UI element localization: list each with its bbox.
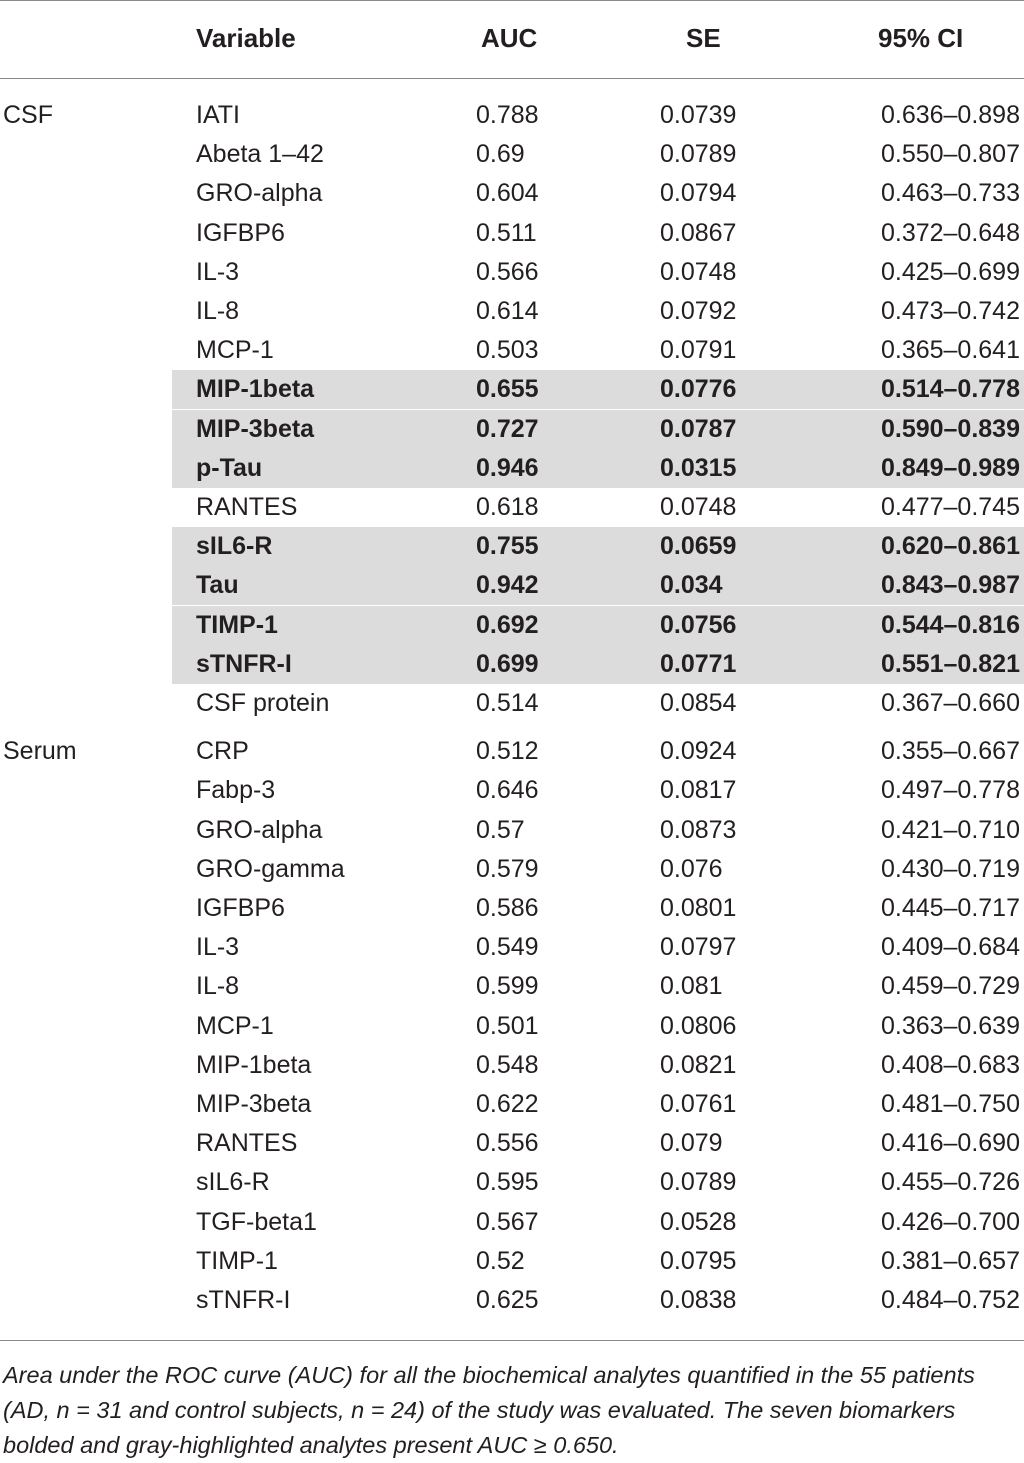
se-cell: 0.079	[660, 1129, 723, 1157]
table-row	[0, 96, 1024, 135]
header-auc: AUC	[481, 23, 538, 53]
auc-cell: 0.57	[476, 816, 525, 844]
se-cell: 0.0315	[660, 454, 737, 482]
auc-cell: 0.727	[476, 415, 539, 443]
se-cell: 0.0659	[660, 532, 737, 560]
header-se: SE	[686, 23, 721, 53]
variable-cell: RANTES	[196, 493, 298, 521]
auc-cell: 0.511	[476, 219, 537, 247]
variable-cell: IL-3	[196, 933, 240, 961]
auc-cell: 0.503	[476, 336, 539, 364]
se-cell: 0.0795	[660, 1247, 737, 1275]
table-row	[0, 135, 1024, 174]
se-cell: 0.0797	[660, 933, 737, 961]
variable-cell: p-Tau	[196, 454, 263, 482]
ci-cell: 0.425–0.699	[880, 258, 1020, 286]
table-row	[0, 889, 1024, 928]
se-cell: 0.034	[660, 571, 723, 599]
ci-cell: 0.455–0.726	[880, 1168, 1020, 1196]
auc-cell: 0.646	[476, 776, 539, 804]
se-cell: 0.0771	[660, 650, 737, 678]
auc-cell: 0.52	[476, 1247, 525, 1275]
se-cell: 0.0739	[660, 101, 737, 129]
ci-cell: 0.481–0.750	[880, 1090, 1020, 1118]
variable-cell: IL-3	[196, 258, 240, 286]
header-rule	[0, 78, 1024, 79]
ci-cell: 0.497–0.778	[880, 776, 1020, 804]
variable-cell: MCP-1	[196, 336, 274, 364]
table-row	[0, 684, 1024, 723]
table-row	[0, 527, 1024, 566]
table-row	[0, 1085, 1024, 1124]
table-row	[0, 1242, 1024, 1281]
variable-cell: GRO-gamma	[196, 855, 345, 883]
auc-cell: 0.514	[476, 689, 539, 717]
table-row	[0, 1203, 1024, 1242]
se-cell: 0.0873	[660, 816, 737, 844]
table-row	[0, 214, 1024, 253]
se-cell: 0.0838	[660, 1286, 737, 1314]
se-cell: 0.0821	[660, 1051, 737, 1079]
ci-cell: 0.430–0.719	[880, 855, 1020, 883]
ci-cell: 0.636–0.898	[880, 101, 1020, 129]
auc-cell: 0.595	[476, 1168, 539, 1196]
variable-cell: CRP	[196, 737, 249, 765]
table-row	[0, 1281, 1024, 1320]
se-cell: 0.0791	[660, 336, 737, 364]
ci-cell: 0.620–0.861	[880, 532, 1020, 560]
ci-cell: 0.551–0.821	[880, 650, 1020, 678]
table-header	[0, 0, 1024, 78]
variable-cell: RANTES	[196, 1129, 298, 1157]
group-label: Serum	[3, 737, 77, 765]
variable-cell: TGF-beta1	[196, 1208, 317, 1236]
ci-cell: 0.514–0.778	[880, 375, 1020, 403]
table-row	[0, 253, 1024, 292]
table-row	[0, 811, 1024, 850]
auc-cell: 0.942	[476, 571, 539, 599]
table-row	[0, 645, 1024, 684]
ci-cell: 0.463–0.733	[880, 179, 1020, 207]
table-row	[0, 606, 1024, 645]
ci-cell: 0.544–0.816	[880, 611, 1020, 639]
se-cell: 0.0756	[660, 611, 737, 639]
variable-cell: TIMP-1	[196, 611, 278, 639]
se-cell: 0.0748	[660, 493, 737, 521]
variable-cell: IL-8	[196, 972, 240, 1000]
ci-cell: 0.849–0.989	[880, 454, 1020, 482]
table-row	[0, 1124, 1024, 1163]
header-variable: Variable	[196, 23, 296, 53]
ci-cell: 0.473–0.742	[880, 297, 1020, 325]
ci-cell: 0.416–0.690	[880, 1129, 1020, 1157]
variable-cell: sIL6-R	[196, 1168, 270, 1196]
se-cell: 0.0801	[660, 894, 737, 922]
se-cell: 0.0528	[660, 1208, 737, 1236]
table-bottom-rule	[0, 1340, 1024, 1341]
variable-cell: sTNFR-I	[196, 650, 292, 678]
group-label: CSF	[3, 101, 53, 129]
table-row	[0, 1007, 1024, 1046]
ci-cell: 0.445–0.717	[880, 894, 1020, 922]
auc-cell: 0.946	[476, 454, 539, 482]
auc-cell: 0.69	[476, 140, 525, 168]
variable-cell: sIL6-R	[196, 532, 273, 560]
table-row	[0, 292, 1024, 331]
auc-cell: 0.614	[476, 297, 539, 325]
table-row	[0, 488, 1024, 527]
ci-cell: 0.408–0.683	[880, 1051, 1020, 1079]
variable-cell: IATI	[196, 101, 240, 129]
ci-cell: 0.484–0.752	[880, 1286, 1020, 1314]
variable-cell: CSF protein	[196, 689, 330, 717]
auc-cell: 0.567	[476, 1208, 539, 1236]
variable-cell: MIP-3beta	[196, 1090, 312, 1118]
variable-cell: GRO-alpha	[196, 816, 323, 844]
variable-cell: MIP-1beta	[196, 1051, 312, 1079]
table-row	[0, 174, 1024, 213]
se-cell: 0.076	[660, 855, 723, 883]
auc-cell: 0.692	[476, 611, 539, 639]
se-cell: 0.0817	[660, 776, 737, 804]
table-row	[0, 449, 1024, 488]
auc-cell: 0.548	[476, 1051, 539, 1079]
auc-cell: 0.549	[476, 933, 539, 961]
auc-cell: 0.655	[476, 375, 539, 403]
ci-cell: 0.550–0.807	[880, 140, 1020, 168]
ci-cell: 0.367–0.660	[880, 689, 1020, 717]
variable-cell: sTNFR-I	[196, 1286, 291, 1314]
auc-cell: 0.512	[476, 737, 539, 765]
se-cell: 0.0748	[660, 258, 737, 286]
variable-cell: MCP-1	[196, 1012, 274, 1040]
table-row	[0, 410, 1024, 449]
variable-cell: Fabp-3	[196, 776, 276, 804]
ci-cell: 0.459–0.729	[880, 972, 1020, 1000]
auc-cell: 0.579	[476, 855, 539, 883]
table-row	[0, 928, 1024, 967]
se-cell: 0.0787	[660, 415, 737, 443]
auc-cell: 0.625	[476, 1286, 539, 1314]
ci-cell: 0.409–0.684	[880, 933, 1020, 961]
se-cell: 0.0792	[660, 297, 737, 325]
ci-cell: 0.843–0.987	[880, 571, 1020, 599]
auc-cell: 0.566	[476, 258, 539, 286]
ci-cell: 0.355–0.667	[880, 737, 1020, 765]
se-cell: 0.0789	[660, 140, 737, 168]
auc-cell: 0.501	[476, 1012, 539, 1040]
table-row	[0, 967, 1024, 1006]
variable-cell: GRO-alpha	[196, 179, 323, 207]
se-cell: 0.081	[660, 972, 723, 1000]
table-row	[0, 566, 1024, 605]
auc-cell: 0.599	[476, 972, 539, 1000]
variable-cell: Tau	[196, 571, 239, 599]
ci-cell: 0.381–0.657	[880, 1247, 1020, 1275]
se-cell: 0.0794	[660, 179, 737, 207]
ci-cell: 0.365–0.641	[880, 336, 1020, 364]
header-ci: 95% CI	[878, 23, 964, 53]
variable-cell: IGFBP6	[196, 894, 285, 922]
se-cell: 0.0854	[660, 689, 737, 717]
ci-cell: 0.372–0.648	[880, 219, 1020, 247]
variable-cell: IL-8	[196, 297, 240, 325]
ci-cell: 0.426–0.700	[880, 1208, 1020, 1236]
auc-cell: 0.556	[476, 1129, 539, 1157]
variable-cell: TIMP-1	[196, 1247, 278, 1275]
auc-cell: 0.699	[476, 650, 539, 678]
variable-cell: Abeta 1–42	[196, 140, 324, 168]
se-cell: 0.0924	[660, 737, 737, 765]
table-row	[0, 732, 1024, 771]
auc-cell: 0.586	[476, 894, 539, 922]
ci-cell: 0.421–0.710	[880, 816, 1020, 844]
se-cell: 0.0806	[660, 1012, 737, 1040]
auc-cell: 0.622	[476, 1090, 539, 1118]
ci-cell: 0.477–0.745	[880, 493, 1020, 521]
table-row	[0, 331, 1024, 370]
auc-cell: 0.604	[476, 179, 539, 207]
se-cell: 0.0761	[660, 1090, 737, 1118]
se-cell: 0.0867	[660, 219, 737, 247]
variable-cell: MIP-3beta	[196, 415, 315, 443]
variable-cell: IGFBP6	[196, 219, 285, 247]
se-cell: 0.0776	[660, 375, 737, 403]
ci-cell: 0.590–0.839	[880, 415, 1020, 443]
table-row	[0, 1046, 1024, 1085]
auc-cell: 0.788	[476, 101, 539, 129]
se-cell: 0.0789	[660, 1168, 737, 1196]
auc-cell: 0.755	[476, 532, 539, 560]
auc-cell: 0.618	[476, 493, 539, 521]
variable-cell: MIP-1beta	[196, 375, 315, 403]
ci-cell: 0.363–0.639	[880, 1012, 1020, 1040]
table-row	[0, 850, 1024, 889]
table-row	[0, 1163, 1024, 1202]
table-caption: Area under the ROC curve (AUC) for all the biochemical analytes quantified in the 55 patients (AD, n = 31 and control subjects, n = 24) of the study was evaluated. The seven biomarkers bolded and gray-highlighted analytes present AUC ≥ 0.650.	[3, 1362, 975, 1458]
table-row	[0, 771, 1024, 810]
table-row	[0, 370, 1024, 409]
